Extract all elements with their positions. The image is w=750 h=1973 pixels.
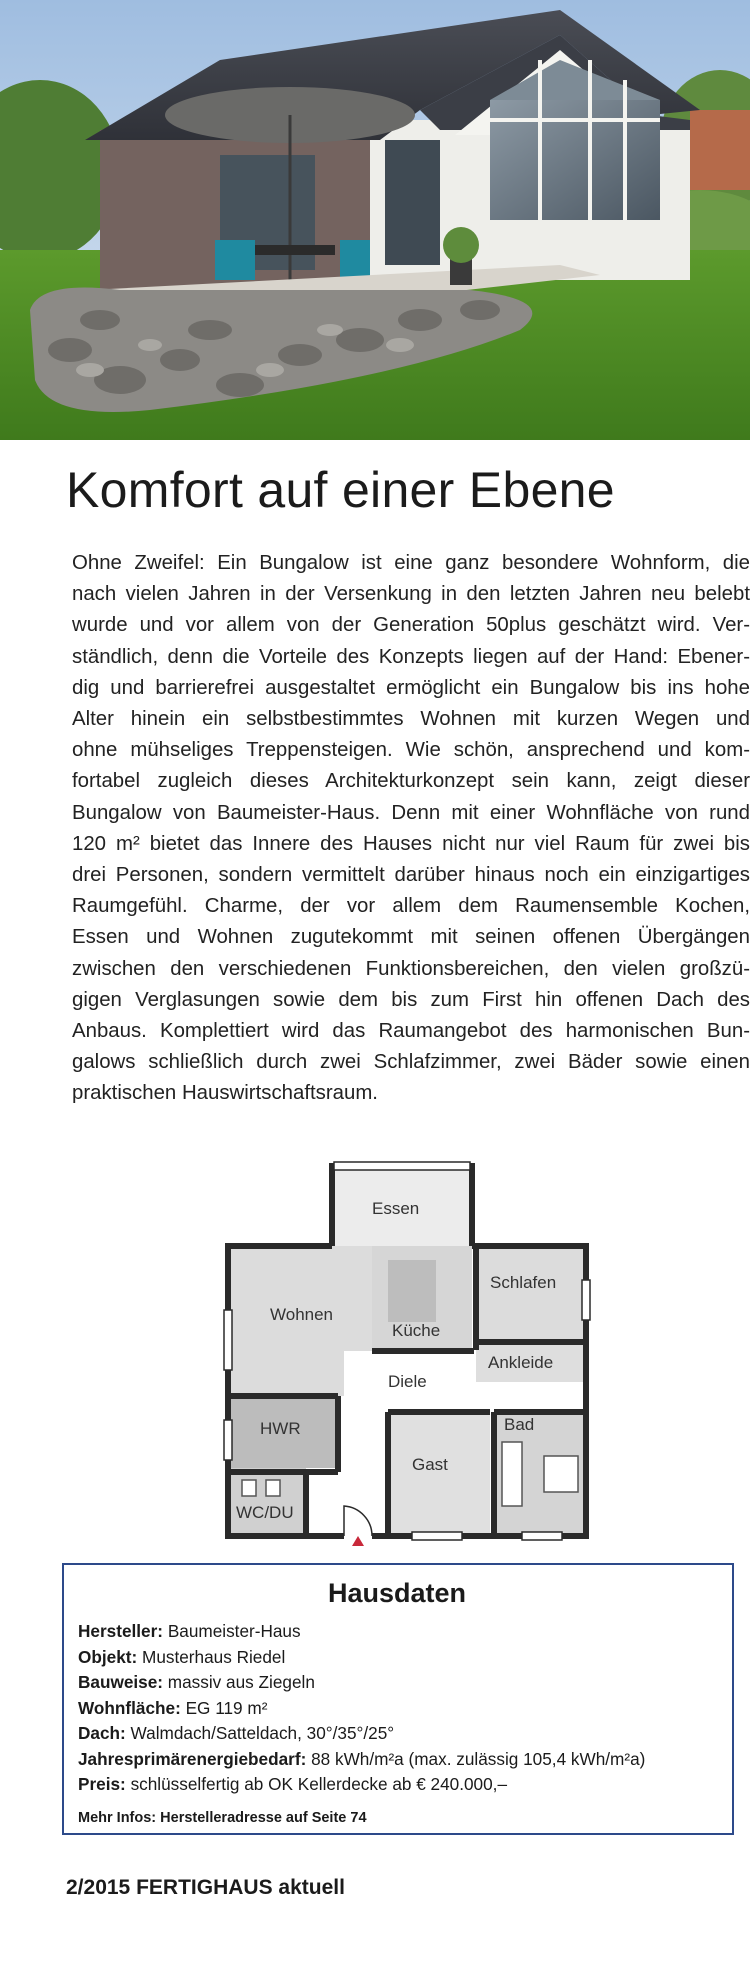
body-line: zwischen den verschiedenen Funktionsbereichen, den vielen großzü- (72, 957, 750, 980)
row-label: Dach: (78, 1723, 126, 1743)
row-value: massiv aus Ziegeln (167, 1672, 315, 1692)
row-value: Musterhaus Riedel (142, 1646, 286, 1667)
body-line: Raumgefühl. Charme, der vor allem dem Raumensemble Kochen, (72, 895, 750, 918)
room-label-essen: Essen (372, 1199, 420, 1218)
hausdaten-row (78, 1670, 716, 1696)
row-value: Baumeister-Haus (167, 1621, 301, 1641)
floor-plan (222, 1160, 592, 1546)
body-line: drei Personen, sondern vermittelt darüber hinaus noch ein einzigartiges (72, 864, 750, 887)
body-line: praktischen Hauswirtschaftsraum. (72, 1082, 378, 1105)
bungalow-photo (0, 0, 750, 440)
row-label: Bauweise: (78, 1672, 164, 1692)
hausdaten-title: Hausdaten (327, 1578, 467, 1608)
body-line: 120 m² bietet das Innere des Hauses nicht nur viel Raum für zwei bis (72, 832, 750, 855)
floor-plan-drawing (222, 1160, 592, 1546)
more-info-note: Mehr Infos: Herstelleradresse auf Seite 74 (78, 1809, 367, 1826)
room-label-hwr: HWR (260, 1419, 301, 1438)
body-line: ohne mühseliges Treppensteigen. Wie schön, ansprechend und kom- (72, 739, 750, 762)
body-line: nach vielen Jahren in der Versenkung in den letzten Jahren neu belebt (72, 583, 750, 606)
row-label: Hersteller: (78, 1621, 164, 1641)
row-value: 88 kWh/m²a (max. zulässig 105,4 kWh/m²a) (311, 1748, 646, 1769)
body-line: wurde und vor allem von der Generation 50plus geschätzt wird. Ver- (72, 614, 750, 637)
magazine-name: FERTIGHAUS (136, 1876, 273, 1899)
article-body (72, 548, 750, 1110)
row-label: Wohnfläche: (78, 1697, 181, 1718)
row-value: schlüsselfertig ab OK Kellerdecke ab € 240.000,– (130, 1774, 508, 1794)
row-value: EG 119 m² (185, 1697, 268, 1718)
room-label-schlafen: Schlafen (490, 1273, 557, 1292)
room-label-gast: Gast (412, 1455, 448, 1474)
room-label-wcdu: WC/DU (236, 1503, 294, 1522)
body-line: galows schließlich durch zwei Schlafzimmer, zwei Bäder sowie einen (72, 1051, 750, 1074)
entrance-marker (352, 1536, 364, 1546)
body-line: Alter hinein ein selbstbestimmtes Wohnen mit kurzen Wegen und (72, 708, 750, 731)
row-label: Jahresprimärenergiebedarf: (78, 1748, 307, 1769)
issue-number: 2/2015 (66, 1876, 131, 1899)
room-label-wohnen: Wohnen (270, 1305, 334, 1324)
body-line: fortabel zugleich dieses Architekturkonzept sein kann, zeigt dieser (72, 770, 750, 793)
hausdaten-row (78, 1721, 716, 1747)
hero-photo (0, 0, 750, 440)
page-footer (66, 1876, 345, 1900)
hausdaten-row (78, 1696, 716, 1722)
hausdaten-box (62, 1563, 734, 1835)
room-label-bad: Bad (504, 1415, 535, 1434)
row-label: Objekt: (78, 1646, 138, 1667)
hausdaten-row (78, 1619, 716, 1645)
body-line: Anbaus. Komplettiert wird das Raumangebot des harmonischen Bun- (72, 1020, 750, 1043)
article-title: Komfort auf einer Ebene (66, 462, 615, 518)
body-line: Essen und Wohnen zugutekommt mit seinen offenen Übergängen (72, 926, 750, 949)
room-label-diele: Diele (388, 1372, 427, 1391)
room-label-ankleide: Ankleide (488, 1353, 554, 1372)
body-line: ständlich, denn die Vorteile des Konzepts liegen auf der Hand: Ebener- (72, 645, 750, 668)
row-value: Walmdach/Satteldach, 30°/35°/25° (130, 1723, 395, 1743)
body-line: dig und barrierefrei ausgestaltet ermöglicht ein Bungalow bis ins hohe (72, 676, 750, 699)
hausdaten-row (78, 1772, 716, 1798)
body-line: Bungalow von Baumeister-Haus. Denn mit einer Wohnfläche von rund (72, 801, 750, 824)
body-line: gigen Verglasungen sowie dem bis zum First hin offenen Dach des (72, 988, 750, 1011)
hausdaten-row (78, 1747, 716, 1773)
room-label-kueche: Küche (392, 1321, 441, 1340)
row-label: Preis: (78, 1774, 126, 1794)
hausdaten-row (78, 1645, 716, 1671)
magazine-suffix: aktuell (278, 1876, 345, 1899)
body-line: Ohne Zweifel: Ein Bungalow ist eine ganz besondere Wohnform, die (72, 552, 750, 574)
